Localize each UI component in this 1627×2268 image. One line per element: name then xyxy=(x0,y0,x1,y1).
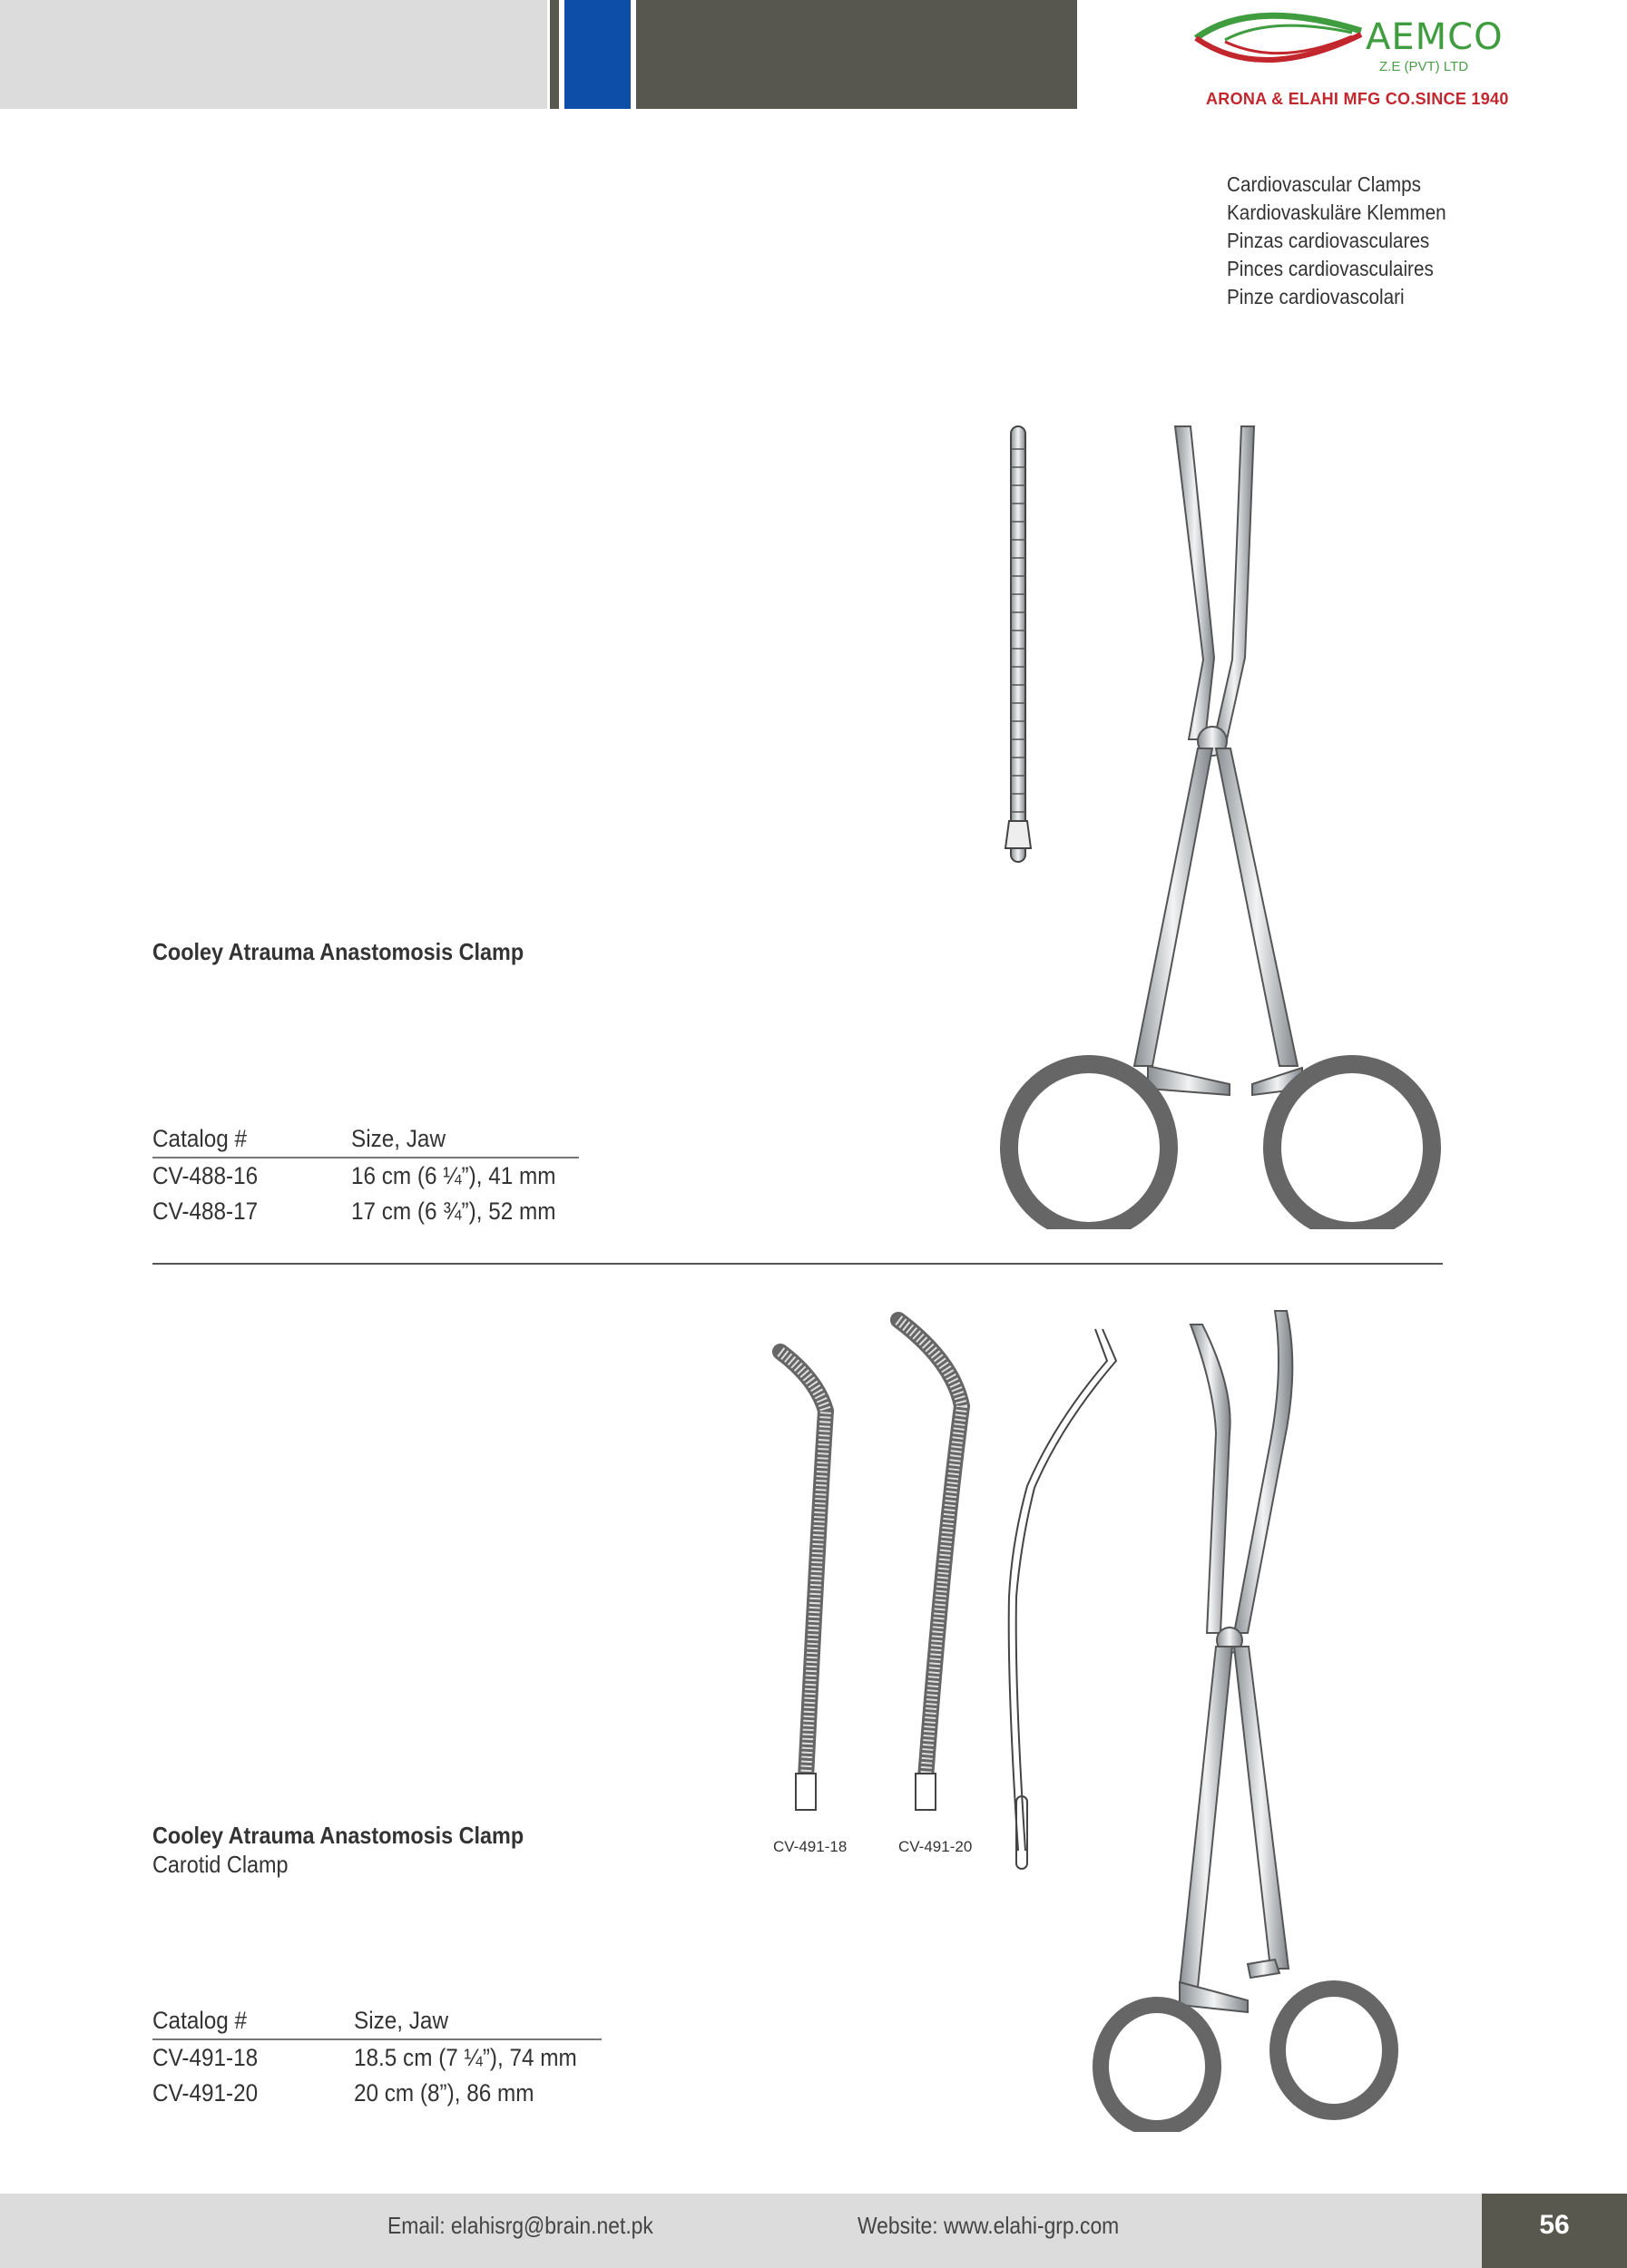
jaw-variants-illustration xyxy=(762,1306,1143,1887)
jaw-detail-icon xyxy=(1005,426,1031,862)
cell-catalog: CV-491-20 xyxy=(152,2079,259,2107)
product-1-spec-table xyxy=(152,1125,579,1229)
jaw-variant-18-icon xyxy=(780,1352,826,1810)
carotid-clamp-icon xyxy=(1101,1311,1390,2128)
category-title-es: Pinzas cardiovasculares xyxy=(1227,229,1430,252)
header-bar-blue xyxy=(564,0,631,109)
cell-size-jaw: 18.5 cm (7 ¼”), 74 mm xyxy=(353,2044,577,2071)
table-header-row xyxy=(152,1125,579,1158)
page-number: 56 xyxy=(1539,2210,1570,2240)
brand-name: AEMCO xyxy=(1366,16,1504,58)
cell-size-jaw: 17 cm (6 ¾”), 52 mm xyxy=(351,1198,556,1225)
product-2-spec-table xyxy=(152,2007,602,2111)
clamp-illustration-2 xyxy=(1089,1306,1470,2132)
product-2-subtitle: Carotid Clamp xyxy=(152,1851,289,1878)
jaw-variant-20-icon xyxy=(898,1320,962,1810)
table-row xyxy=(152,2076,602,2111)
col-catalog: Catalog # xyxy=(152,2007,354,2039)
clamp-icon xyxy=(1009,426,1432,1229)
category-title-de: Kardiovaskuläre Klemmen xyxy=(1227,200,1446,224)
footer-bar xyxy=(0,2194,1627,2268)
cell-size-jaw: 20 cm (8”), 86 mm xyxy=(353,2079,534,2107)
jaw-label-20: CV-491-20 xyxy=(898,1838,973,1855)
table-row xyxy=(152,1194,579,1229)
jaw-label-18: CV-491-18 xyxy=(773,1838,848,1855)
clamp-illustration-1 xyxy=(989,413,1461,1229)
company-logo xyxy=(1189,2,1509,111)
table-row xyxy=(152,2039,602,2076)
cell-catalog: CV-488-17 xyxy=(152,1198,259,1225)
logo-swoosh-icon xyxy=(1189,2,1370,83)
cell-catalog: CV-488-16 xyxy=(152,1162,259,1189)
table-row xyxy=(152,1158,579,1194)
product-1-title: Cooley Atrauma Anastomosis Clamp xyxy=(152,938,524,965)
category-title-it: Pinze cardiovascolari xyxy=(1227,285,1405,308)
cell-size-jaw: 16 cm (6 ¼”), 41 mm xyxy=(351,1162,556,1189)
brand-tagline: ARONA & ELAHI MFG CO.SINCE 1940 xyxy=(1206,90,1509,108)
product-2-title: Cooley Atrauma Anastomosis Clamp xyxy=(152,1822,524,1849)
cell-catalog: CV-491-18 xyxy=(152,2044,259,2071)
header-bar-separator xyxy=(550,0,559,109)
footer-website[interactable]: Website: www.elahi-grp.com xyxy=(858,2212,1120,2239)
col-size-jaw: Size, Jaw xyxy=(351,1125,579,1158)
section-divider xyxy=(152,1263,1443,1265)
footer-email[interactable]: Email: elahisrg@brain.net.pk xyxy=(387,2212,653,2239)
brand-sub: Z.E (PVT) LTD xyxy=(1379,59,1469,74)
category-title-en: Cardiovascular Clamps xyxy=(1227,172,1421,196)
table-header-row xyxy=(152,2007,602,2039)
header-bar-dark xyxy=(636,0,1077,109)
header-bar-light xyxy=(0,0,547,109)
col-size-jaw: Size, Jaw xyxy=(354,2007,602,2039)
category-title-fr: Pinces cardiovasculaires xyxy=(1227,257,1434,280)
category-title-list xyxy=(1227,171,1470,311)
col-catalog: Catalog # xyxy=(152,1125,351,1158)
